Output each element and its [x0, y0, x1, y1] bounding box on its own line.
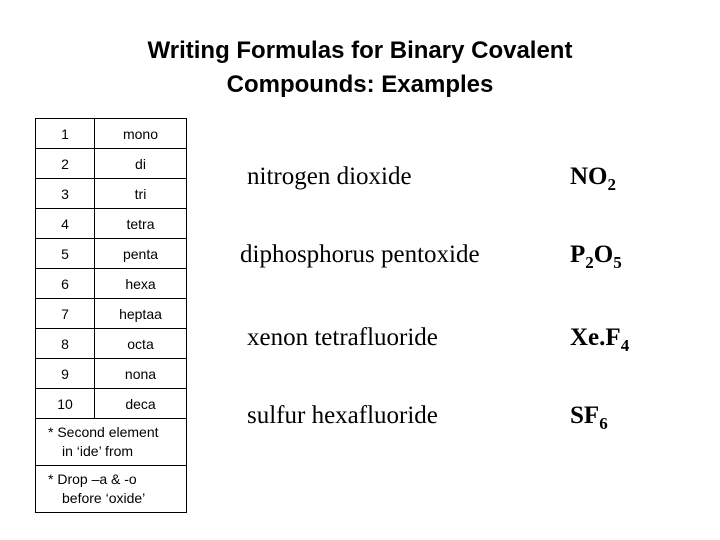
formula-element: P — [570, 241, 586, 268]
title-line-2: Compounds: Examples — [226, 71, 494, 98]
prefix-name: penta — [95, 239, 187, 269]
example-name-sulfur-hexafluoride: sulfur hexafluoride — [247, 402, 438, 429]
example-name-xenon-tetrafluoride: xenon tetrafluoride — [247, 324, 438, 351]
prefix-name: tetra — [95, 209, 187, 239]
formula-subscript: 4 — [620, 336, 630, 355]
prefix-name: octa — [95, 329, 187, 359]
formula-element: SF — [570, 402, 600, 429]
prefix-row — [36, 119, 187, 149]
prefix-name: deca — [95, 389, 187, 419]
example-name-nitrogen-dioxide: nitrogen dioxide — [247, 163, 412, 190]
prefix-number: 7 — [36, 299, 95, 329]
note-2-line-2: before ‘oxide’ — [62, 490, 146, 506]
prefix-number: 9 — [36, 359, 95, 389]
prefix-number: 3 — [36, 179, 95, 209]
title-line-1: Writing Formulas for Binary Covalent — [147, 37, 573, 64]
note-cell — [36, 419, 187, 466]
formula-subscript: 5 — [613, 253, 622, 272]
prefix-row — [36, 389, 187, 419]
prefix-row — [36, 299, 187, 329]
prefix-row — [36, 269, 187, 299]
prefix-name: di — [95, 149, 187, 179]
example-formula-no2 — [570, 163, 616, 194]
prefix-row — [36, 149, 187, 179]
prefix-number: 1 — [36, 119, 95, 149]
prefix-number: 4 — [36, 209, 95, 239]
prefix-name: nona — [95, 359, 187, 389]
example-name-diphosphorus-pentoxide: diphosphorus pentoxide — [240, 241, 480, 268]
note-2-line-1: * Drop –a & -o — [48, 471, 137, 487]
prefix-number: 10 — [36, 389, 95, 419]
prefix-number: 5 — [36, 239, 95, 269]
note-1-line-2: in ‘ide’ from — [62, 443, 134, 459]
prefix-number: 8 — [36, 329, 95, 359]
example-formula-xef4: $Xe.F_4$ — [570, 324, 630, 355]
note-row — [36, 419, 187, 466]
prefix-table — [35, 118, 187, 513]
formula-element: O — [593, 241, 614, 268]
prefix-number: 6 — [36, 269, 95, 299]
page-title — [0, 34, 720, 102]
formula-subscript: 2 — [607, 175, 616, 194]
note-row — [36, 466, 187, 513]
note-cell — [36, 466, 187, 513]
prefix-row — [36, 239, 187, 269]
note-1-line-1: * Second element — [48, 424, 159, 440]
formula-subscript: 6 — [599, 414, 608, 433]
example-formula-p2o5 — [570, 241, 622, 272]
prefix-row — [36, 359, 187, 389]
prefix-name: hexa — [95, 269, 187, 299]
formula-subscript: 2 — [585, 253, 594, 272]
prefix-name: mono — [95, 119, 187, 149]
prefix-name: tri — [95, 179, 187, 209]
prefix-row — [36, 179, 187, 209]
prefix-name: heptaa — [95, 299, 187, 329]
formula-element: F — [605, 324, 621, 351]
prefix-row — [36, 329, 187, 359]
formula-element: NO — [570, 163, 608, 190]
prefix-number: 2 — [36, 149, 95, 179]
formula-element: Xe — [570, 324, 600, 351]
prefix-row — [36, 209, 187, 239]
example-formula-sf6 — [570, 402, 608, 433]
